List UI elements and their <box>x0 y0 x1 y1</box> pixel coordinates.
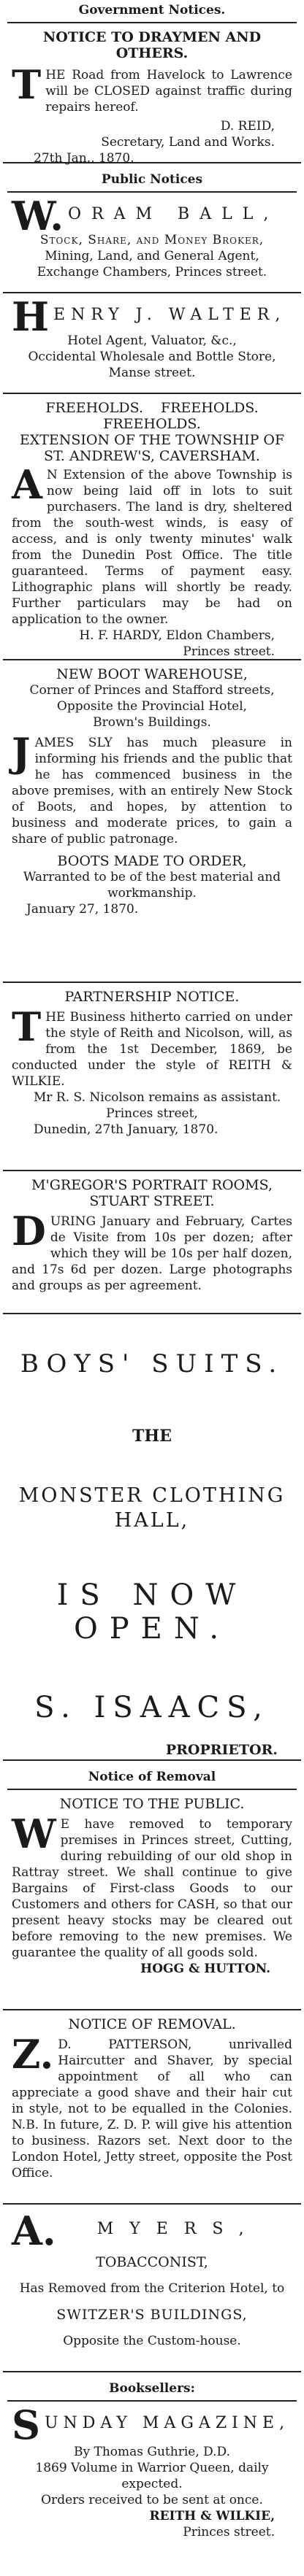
ad-line: Mining, Land, and General Agent, <box>45 249 259 263</box>
ad-line: THE <box>132 1427 172 1446</box>
ad-body-text: URING January and February, Cartes de Visite from 10s per dozen; after which they will be 10s per half dozen, and 17s 6d per dozen. Large photographs and groups as per agreement. <box>12 1214 292 1293</box>
ad-line: BOYS' SUITS. <box>20 1349 284 1378</box>
ad-title: NOTICE OF REMOVAL. <box>68 2016 236 2032</box>
ad-body <box>12 1208 292 1294</box>
ad-line: PROPRIETOR. <box>165 1742 278 1758</box>
section-header-public: Public Notices <box>7 169 297 193</box>
signature: H. F. HARDY, Eldon Chambers, <box>79 628 275 643</box>
ad-name: ORAM BALL, <box>68 205 279 223</box>
signature-title: Secretary, Land and Works. <box>101 135 275 150</box>
ad-monster-clothing-hall <box>3 1314 301 1761</box>
signature-address: Princes street. <box>183 2525 275 2540</box>
section-header-removal: Notice of Removal <box>7 1767 297 1790</box>
ad-title: FREEHOLDS. <box>103 416 201 432</box>
ad-body-text: E have removed to temporary premises in Princes street, Cutting, during rebuilding of our old shop in Rattray street. We shall continue to give Bargains of First-class Goods to our Customers and others for CASH, so that our present heavy stocks may be cleared out before removing to the new premises. We guarantee the quality of all goods sold. <box>12 1817 292 1960</box>
ad-title: ST. ANDREW'S, CAVERSHAM. <box>44 448 260 464</box>
ad-body <box>12 1003 292 1090</box>
ad-title: EXTENSION OF THE TOWNSHIP OF <box>19 432 285 448</box>
ad-body <box>12 461 292 628</box>
ad-myers-tobacconist <box>3 2205 301 2372</box>
ad-line: Princes street, <box>106 1106 198 1121</box>
ad-line: Occidental Wholesale and Bottle Store, <box>28 350 276 364</box>
ad-line: Orders received to be sent at once. <box>41 2493 263 2507</box>
ad-body-text: AMES SLY has much pleasure in informing his friends and the public that he has commenced business in the above premises, with an entirely New Stock of Boots, and hopes, by attention to business and moderate prices, to gain a share of public patronage. <box>12 736 292 847</box>
ad-mgregor-portrait-rooms <box>3 1171 301 1314</box>
ad-line: TOBACCONIST, <box>96 2254 208 2270</box>
drop-cap: A <box>12 461 42 508</box>
ad-title: NEW BOOT WAREHOUSE, <box>56 666 248 682</box>
signature: HOGG & HUTTON. <box>140 1962 270 1976</box>
section-header-booksellers: Booksellers: <box>7 2378 297 2402</box>
drop-cap: D <box>12 1208 46 1254</box>
ad-line: Mr R. S. Nicolson remains as assistant. <box>34 1090 281 1105</box>
ad-body <box>12 61 292 115</box>
ad-subtitle: BOOTS MADE TO ORDER, <box>57 853 247 869</box>
ad-line: By Thomas Guthrie, D.D. <box>73 2445 230 2459</box>
date: Dunedin, 27th January, 1870. <box>34 1122 218 1137</box>
section-header-government: Government Notices. <box>7 0 297 23</box>
ad-caversham-freeholds <box>3 394 301 660</box>
ad-line: MONSTER CLOTHING HALL, <box>18 1484 286 1532</box>
ad-body-text: HE Business hitherto carried on under the style of Reith and Nicolson, will, as from the 1st December, 1869, be conducted under the style of REITH & WILKIE. <box>12 1010 292 1089</box>
ad-hogg-hutton <box>3 1790 301 2010</box>
ad-line: Stock, Share, and Money Broker, <box>39 233 265 247</box>
drop-cap: H <box>12 293 50 340</box>
drop-cap: W <box>12 1810 56 1857</box>
ad-oram-ball <box>3 193 301 293</box>
ad-title: M'GREGOR'S PORTRAIT ROOMS, <box>31 1177 273 1193</box>
ad-new-boot-warehouse <box>3 660 301 983</box>
ad-body-text: D. PATTERSON, unrivalled Haircutter and Shaver, by special appointment of all who can appreciate a good shave and their hair cut in style, not to be equalled in the Colonies. N.B. In future, Z. D. P. will give his attention to business. Razors set. Next door to the London Hotel, Jetty street, opposite the Post Office. <box>12 2037 292 2180</box>
ad-line: Warranted to be of the best material and workmanship. <box>23 870 281 901</box>
date: January 27, 1870. <box>26 902 139 917</box>
ad-line: Corner of Princes and Stafford streets, <box>29 683 275 698</box>
ad-title: STUART STREET. <box>89 1193 215 1209</box>
ad-title: FREEHOLDS. FREEHOLDS. <box>45 400 259 416</box>
ad-name: MYERS, <box>96 2220 260 2238</box>
ad-body-text: HE Road from Havelock to Lawrence will be CLOSED against traffic during repairs hereof. <box>45 68 292 115</box>
drop-cap: J <box>12 729 31 776</box>
drop-cap: T <box>12 1003 42 1050</box>
ad-line: SWITZER'S BUILDINGS, <box>56 2307 248 2323</box>
ad-line: IS NOW OPEN. <box>56 1578 248 1646</box>
ad-line: S. ISAACS, <box>34 1691 270 1724</box>
drop-cap: S <box>12 2402 40 2448</box>
ad-line: Opposite the Provincial Hotel, <box>56 699 248 714</box>
ad-body <box>12 729 292 847</box>
ad-line: Has Removed from the Criterion Hotel, to <box>19 2281 285 2296</box>
drop-cap: A. <box>12 2207 56 2254</box>
ad-line: Hotel Agent, Valuator, &c., <box>67 333 237 348</box>
date: 27th Jan., 1870. <box>34 151 134 166</box>
ad-title: NOTICE TO THE PUBLIC. <box>59 1796 245 1812</box>
ad-line: Opposite the Custom-house. <box>63 2334 241 2348</box>
ad-draymen-notice <box>3 23 301 166</box>
ad-partnership-notice <box>3 983 301 1171</box>
ad-line: Exchange Chambers, Princes street. <box>37 265 267 279</box>
ad-line: Brown's Buildings. <box>93 715 211 730</box>
ad-body-text: N Extension of the above Township is now being laid off in lots to suit purchasers. The land is dry, sheltered from the south-west winds, is easy of access, and is only twenty minutes' walk from the Dunedin Post Office. The title guaranteed. Terms of payment easy. Lithographic plans will shortly be ready. Further particulars may be had on application to the owner. <box>12 468 292 627</box>
drop-cap: T <box>12 61 42 108</box>
ad-title: NOTICE TO DRAYMEN AND OTHERS. <box>42 29 262 61</box>
ad-line: 1869 Volume in Warrior Queen, daily expected. <box>35 2461 269 2491</box>
ad-name: UNDAY MAGAZINE, <box>45 2414 290 2432</box>
signature: D. REID, <box>220 119 275 134</box>
drop-cap: W. <box>12 193 64 239</box>
ad-sunday-magazine <box>3 2402 301 2540</box>
signature-address: Princes street. <box>183 644 275 659</box>
ad-title: PARTNERSHIP NOTICE. <box>64 989 240 1005</box>
ad-henry-walter <box>3 293 301 394</box>
ad-body <box>12 2031 292 2181</box>
ad-line: Manse street. <box>108 366 196 380</box>
ad-patterson-haircutter <box>3 2010 301 2205</box>
signature: REITH & WILKIE, <box>149 2509 275 2523</box>
drop-cap: Z. <box>12 2031 54 2078</box>
ad-body <box>12 1810 292 1961</box>
ad-name: ENRY J. WALTER, <box>53 306 286 324</box>
